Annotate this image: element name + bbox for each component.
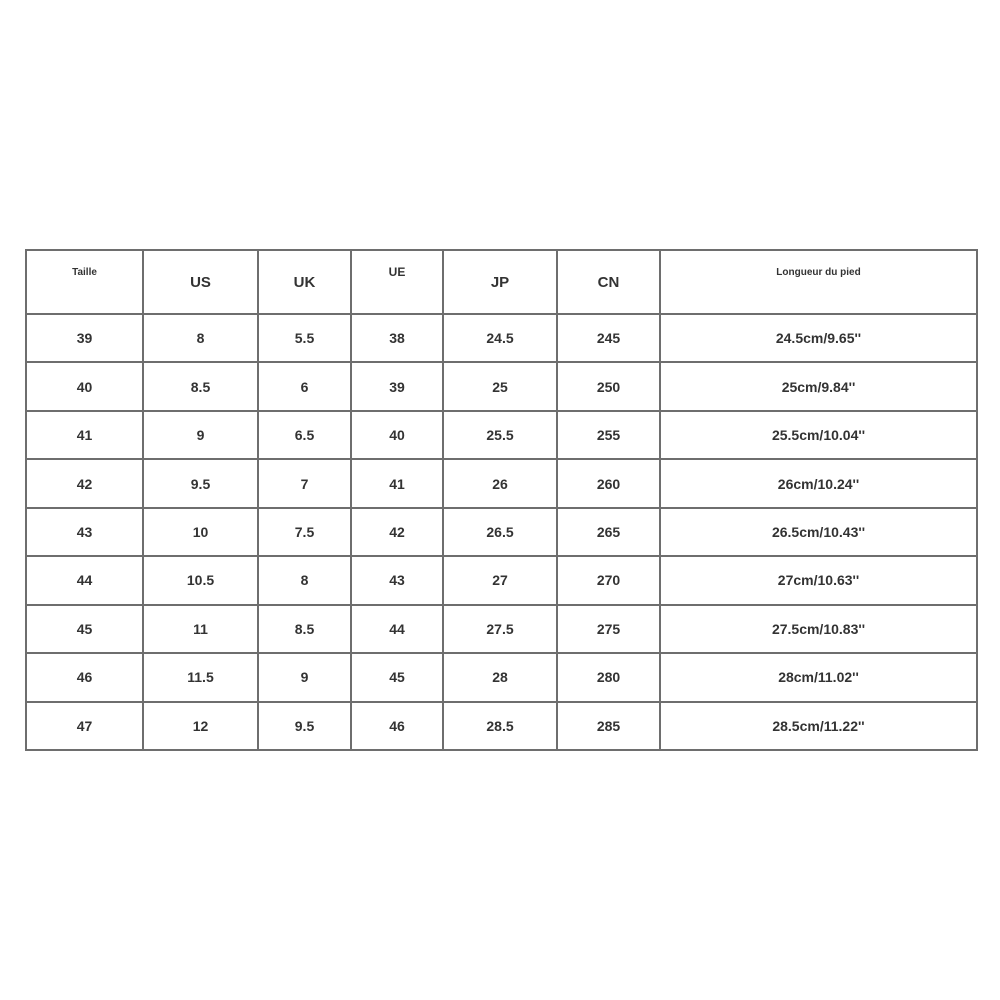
cell-us: 9.5 (143, 459, 258, 507)
table-row (26, 411, 977, 459)
table-row (26, 605, 977, 653)
cell-ue: 43 (351, 556, 443, 604)
cell-ue: 45 (351, 653, 443, 701)
cell-jp: 24.5 (443, 314, 557, 362)
header-jp: JP (443, 250, 557, 314)
cell-taille: 43 (26, 508, 143, 556)
cell-ue: 46 (351, 702, 443, 751)
cell-jp: 25.5 (443, 411, 557, 459)
cell-ue: 44 (351, 605, 443, 653)
header-uk: UK (258, 250, 351, 314)
cell-foot-length: 24.5cm/9.65'' (660, 314, 977, 362)
cell-cn: 270 (557, 556, 660, 604)
cell-ue: 42 (351, 508, 443, 556)
cell-jp: 26 (443, 459, 557, 507)
cell-ue: 40 (351, 411, 443, 459)
cell-ue: 39 (351, 362, 443, 410)
cell-uk: 8.5 (258, 605, 351, 653)
cell-cn: 285 (557, 702, 660, 751)
cell-taille: 47 (26, 702, 143, 751)
cell-foot-length: 28cm/11.02'' (660, 653, 977, 701)
cell-jp: 28.5 (443, 702, 557, 751)
cell-uk: 6 (258, 362, 351, 410)
header-row (26, 250, 977, 314)
cell-jp: 28 (443, 653, 557, 701)
cell-uk: 5.5 (258, 314, 351, 362)
table-row (26, 556, 977, 604)
table-row (26, 702, 977, 751)
header-longueur-du-pied: Longueur du pied (660, 250, 977, 314)
cell-taille: 41 (26, 411, 143, 459)
table-row (26, 459, 977, 507)
cell-us: 8 (143, 314, 258, 362)
cell-cn: 280 (557, 653, 660, 701)
cell-us: 8.5 (143, 362, 258, 410)
cell-us: 12 (143, 702, 258, 751)
cell-jp: 27.5 (443, 605, 557, 653)
header-us: US (143, 250, 258, 314)
cell-foot-length: 27.5cm/10.83'' (660, 605, 977, 653)
cell-jp: 25 (443, 362, 557, 410)
cell-cn: 245 (557, 314, 660, 362)
cell-foot-length: 27cm/10.63'' (660, 556, 977, 604)
cell-ue: 41 (351, 459, 443, 507)
cell-ue: 38 (351, 314, 443, 362)
table-row (26, 314, 977, 362)
cell-uk: 7.5 (258, 508, 351, 556)
cell-us: 10.5 (143, 556, 258, 604)
cell-cn: 260 (557, 459, 660, 507)
cell-taille: 46 (26, 653, 143, 701)
size-chart-table (25, 249, 978, 751)
cell-cn: 255 (557, 411, 660, 459)
header-ue: UE (351, 250, 443, 314)
cell-us: 11.5 (143, 653, 258, 701)
cell-taille: 42 (26, 459, 143, 507)
header-cn: CN (557, 250, 660, 314)
cell-us: 10 (143, 508, 258, 556)
cell-uk: 6.5 (258, 411, 351, 459)
cell-cn: 265 (557, 508, 660, 556)
cell-uk: 9 (258, 653, 351, 701)
cell-taille: 39 (26, 314, 143, 362)
table-row (26, 362, 977, 410)
cell-foot-length: 28.5cm/11.22'' (660, 702, 977, 751)
cell-cn: 250 (557, 362, 660, 410)
cell-uk: 8 (258, 556, 351, 604)
cell-jp: 26.5 (443, 508, 557, 556)
cell-taille: 44 (26, 556, 143, 604)
cell-foot-length: 25.5cm/10.04'' (660, 411, 977, 459)
table-row (26, 508, 977, 556)
cell-uk: 7 (258, 459, 351, 507)
cell-taille: 45 (26, 605, 143, 653)
cell-us: 11 (143, 605, 258, 653)
cell-uk: 9.5 (258, 702, 351, 751)
cell-jp: 27 (443, 556, 557, 604)
header-taille: Taille (26, 250, 143, 314)
cell-foot-length: 26cm/10.24'' (660, 459, 977, 507)
cell-cn: 275 (557, 605, 660, 653)
cell-us: 9 (143, 411, 258, 459)
cell-foot-length: 25cm/9.84'' (660, 362, 977, 410)
cell-taille: 40 (26, 362, 143, 410)
cell-foot-length: 26.5cm/10.43'' (660, 508, 977, 556)
table-row (26, 653, 977, 701)
